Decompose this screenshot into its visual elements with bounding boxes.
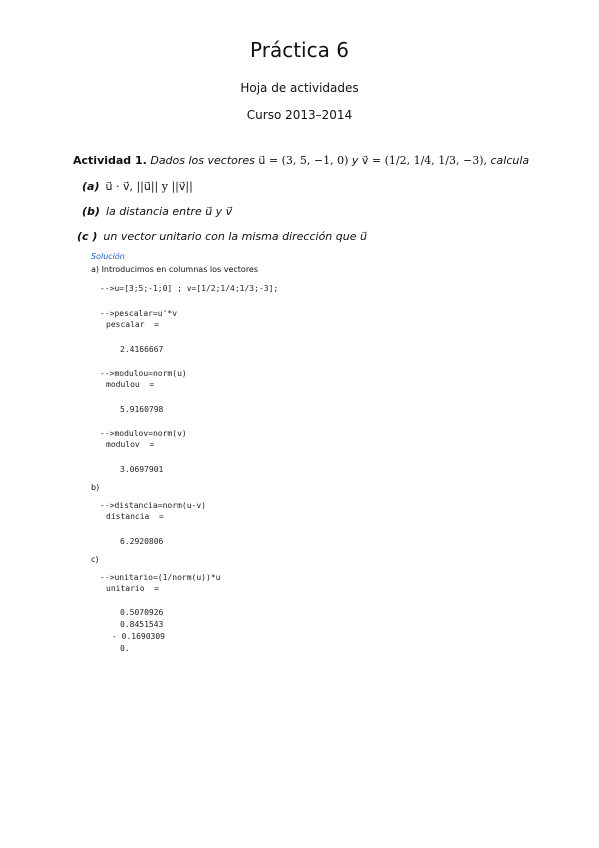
activity-statement — [73, 154, 529, 167]
solution-heading: Solución — [91, 252, 125, 261]
item-c-label: (c ) — [77, 230, 98, 243]
command-distancia: -->distancia=norm(u-v) — [100, 501, 206, 510]
course-label: Curso 2013–2014 — [246, 108, 353, 122]
output-distancia-name: distancia = — [106, 512, 164, 521]
output-unitario-value: 0.8451543 — [120, 620, 164, 629]
output-unitario-value: - 0.1690309 — [112, 632, 165, 641]
item-b-text: la distancia entre u⃗ y v⃗ — [105, 205, 233, 218]
output-unitario-name: unitario = — [106, 584, 159, 593]
activity-label: Actividad 1. — [73, 154, 147, 167]
activity-item-c — [77, 230, 367, 243]
item-a-label: (a) — [82, 180, 100, 193]
activity-intro: Dados los vectores — [150, 154, 255, 167]
command-pescalar: -->pescalar=u'*v — [100, 309, 178, 318]
output-unitario-value: 0. — [120, 644, 130, 653]
command-vectors: -->u=[3;5;-1;0] ; v=[1/2;1/4;1/3;-3]; — [100, 284, 279, 293]
command-modulov: -->modulov=norm(v) — [100, 429, 187, 438]
output-modulov-value: 3.0697901 — [120, 465, 164, 474]
output-modulou-value: 5.9160798 — [120, 405, 164, 414]
output-unitario-value: 0.5070926 — [120, 608, 164, 617]
item-a-math: u⃗ · v⃗, ||u⃗|| y ||v⃗|| — [105, 180, 193, 193]
command-unitario: -->unitario=(1/norm(u))*u — [100, 573, 221, 582]
output-distancia-value: 6.2920806 — [120, 537, 164, 546]
output-pescalar-value: 2.4166667 — [120, 345, 164, 354]
output-modulov-name: modulov = — [106, 440, 155, 449]
part-b-label: b) — [91, 483, 100, 492]
page-subtitle: Hoja de actividades — [240, 81, 359, 95]
item-b-label: (b) — [82, 205, 100, 218]
vector-v-definition: v⃗ = (1/2, 1/4, 1/3, −3), — [361, 154, 487, 167]
part-c-label: c) — [91, 555, 99, 564]
conjunction-y: y — [351, 154, 359, 167]
item-c-text: un vector unitario con la misma dirección que u⃗ — [103, 230, 367, 243]
output-modulou-name: modulou = — [106, 380, 155, 389]
page-title: Práctica 6 — [250, 38, 349, 62]
vector-u-definition: u⃗ = (3, 5, −1, 0) — [258, 154, 349, 167]
output-pescalar-name: pescalar = — [106, 320, 159, 329]
activity-item-b — [82, 205, 232, 218]
activity-calcula: calcula — [490, 154, 530, 167]
command-modulou: -->modulou=norm(u) — [100, 369, 187, 378]
activity-item-a — [82, 180, 193, 193]
part-a-intro: a) Introducimos en columnas los vectores — [91, 265, 259, 274]
